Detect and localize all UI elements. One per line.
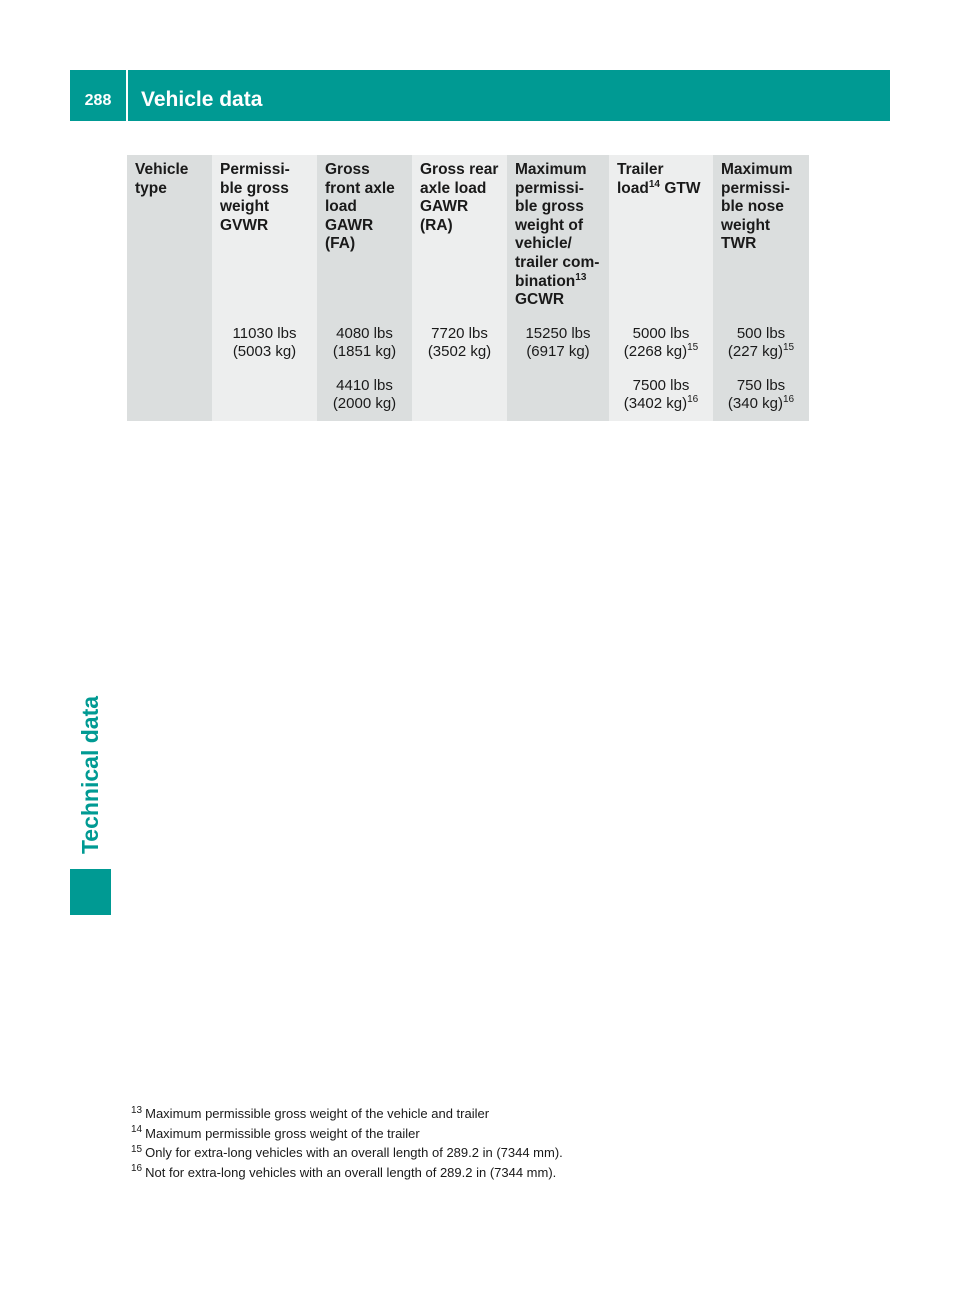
footnote: $^{14}$ Maximum permissible gross weight of the trailer xyxy=(131,1124,420,1141)
cell-twr: 500 lbs (227 kg)$^{15}$ xyxy=(713,317,809,369)
cell-gawr-fa: 4410 lbs (2000 kg) xyxy=(317,369,412,421)
page-header xyxy=(70,70,890,121)
cell-gtw: 5000 lbs (2268 kg)$^{15}$ xyxy=(609,317,713,369)
cell-gawr-ra: 7720 lbs (3502 kg) xyxy=(412,317,507,421)
footnotes xyxy=(131,1104,563,1182)
table-header-row xyxy=(127,155,809,317)
footnote: $^{16}$ Not for extra-long vehicles with an overall length of 289.2 in (7344 mm). xyxy=(131,1163,557,1180)
side-tab-label: Technical data xyxy=(77,695,103,855)
col-header-vehicle-type: Vehicle type xyxy=(127,155,212,317)
cell-twr: 750 lbs (340 kg)$^{16}$ xyxy=(713,369,809,421)
col-header-gawr-ra: Gross rear axle load GAWR (RA) xyxy=(412,155,507,317)
cell-gawr-fa: 4080 lbs (1851 kg) xyxy=(317,317,412,369)
col-header-twr: Maximum permissi- ble nose weight TWR xyxy=(713,155,809,317)
cell-vehicle-type xyxy=(127,317,212,421)
footnote: $^{15}$ Only for extra-long vehicles with an overall length of 289.2 in (7344 mm). xyxy=(131,1143,563,1160)
table-row xyxy=(127,317,809,369)
vehicle-data-table xyxy=(127,155,809,421)
side-tab-marker xyxy=(70,869,111,915)
section-title: Vehicle data xyxy=(141,88,263,111)
header-divider xyxy=(126,70,128,121)
col-header-gawr-fa: Gross front axle load GAWR (FA) xyxy=(317,155,412,317)
footnote: $^{13}$ Maximum permissible gross weight of the vehicle and trailer xyxy=(131,1104,490,1121)
col-header-gtw: Trailer load$^{14}$ GTW xyxy=(609,155,713,317)
col-header-gcwr: Maximum permissi- ble gross weight of vehicle/ trailer com- bination$^{13}$ GCWR xyxy=(507,155,609,317)
col-header-gvwr: Permissi- ble gross weight GVWR xyxy=(212,155,317,317)
page-number: 288 xyxy=(84,92,112,109)
cell-gvwr: 11030 lbs (5003 kg) xyxy=(212,317,317,421)
cell-gtw: 7500 lbs (3402 kg)$^{16}$ xyxy=(609,369,713,421)
cell-gcwr: 15250 lbs (6917 kg) xyxy=(507,317,609,421)
